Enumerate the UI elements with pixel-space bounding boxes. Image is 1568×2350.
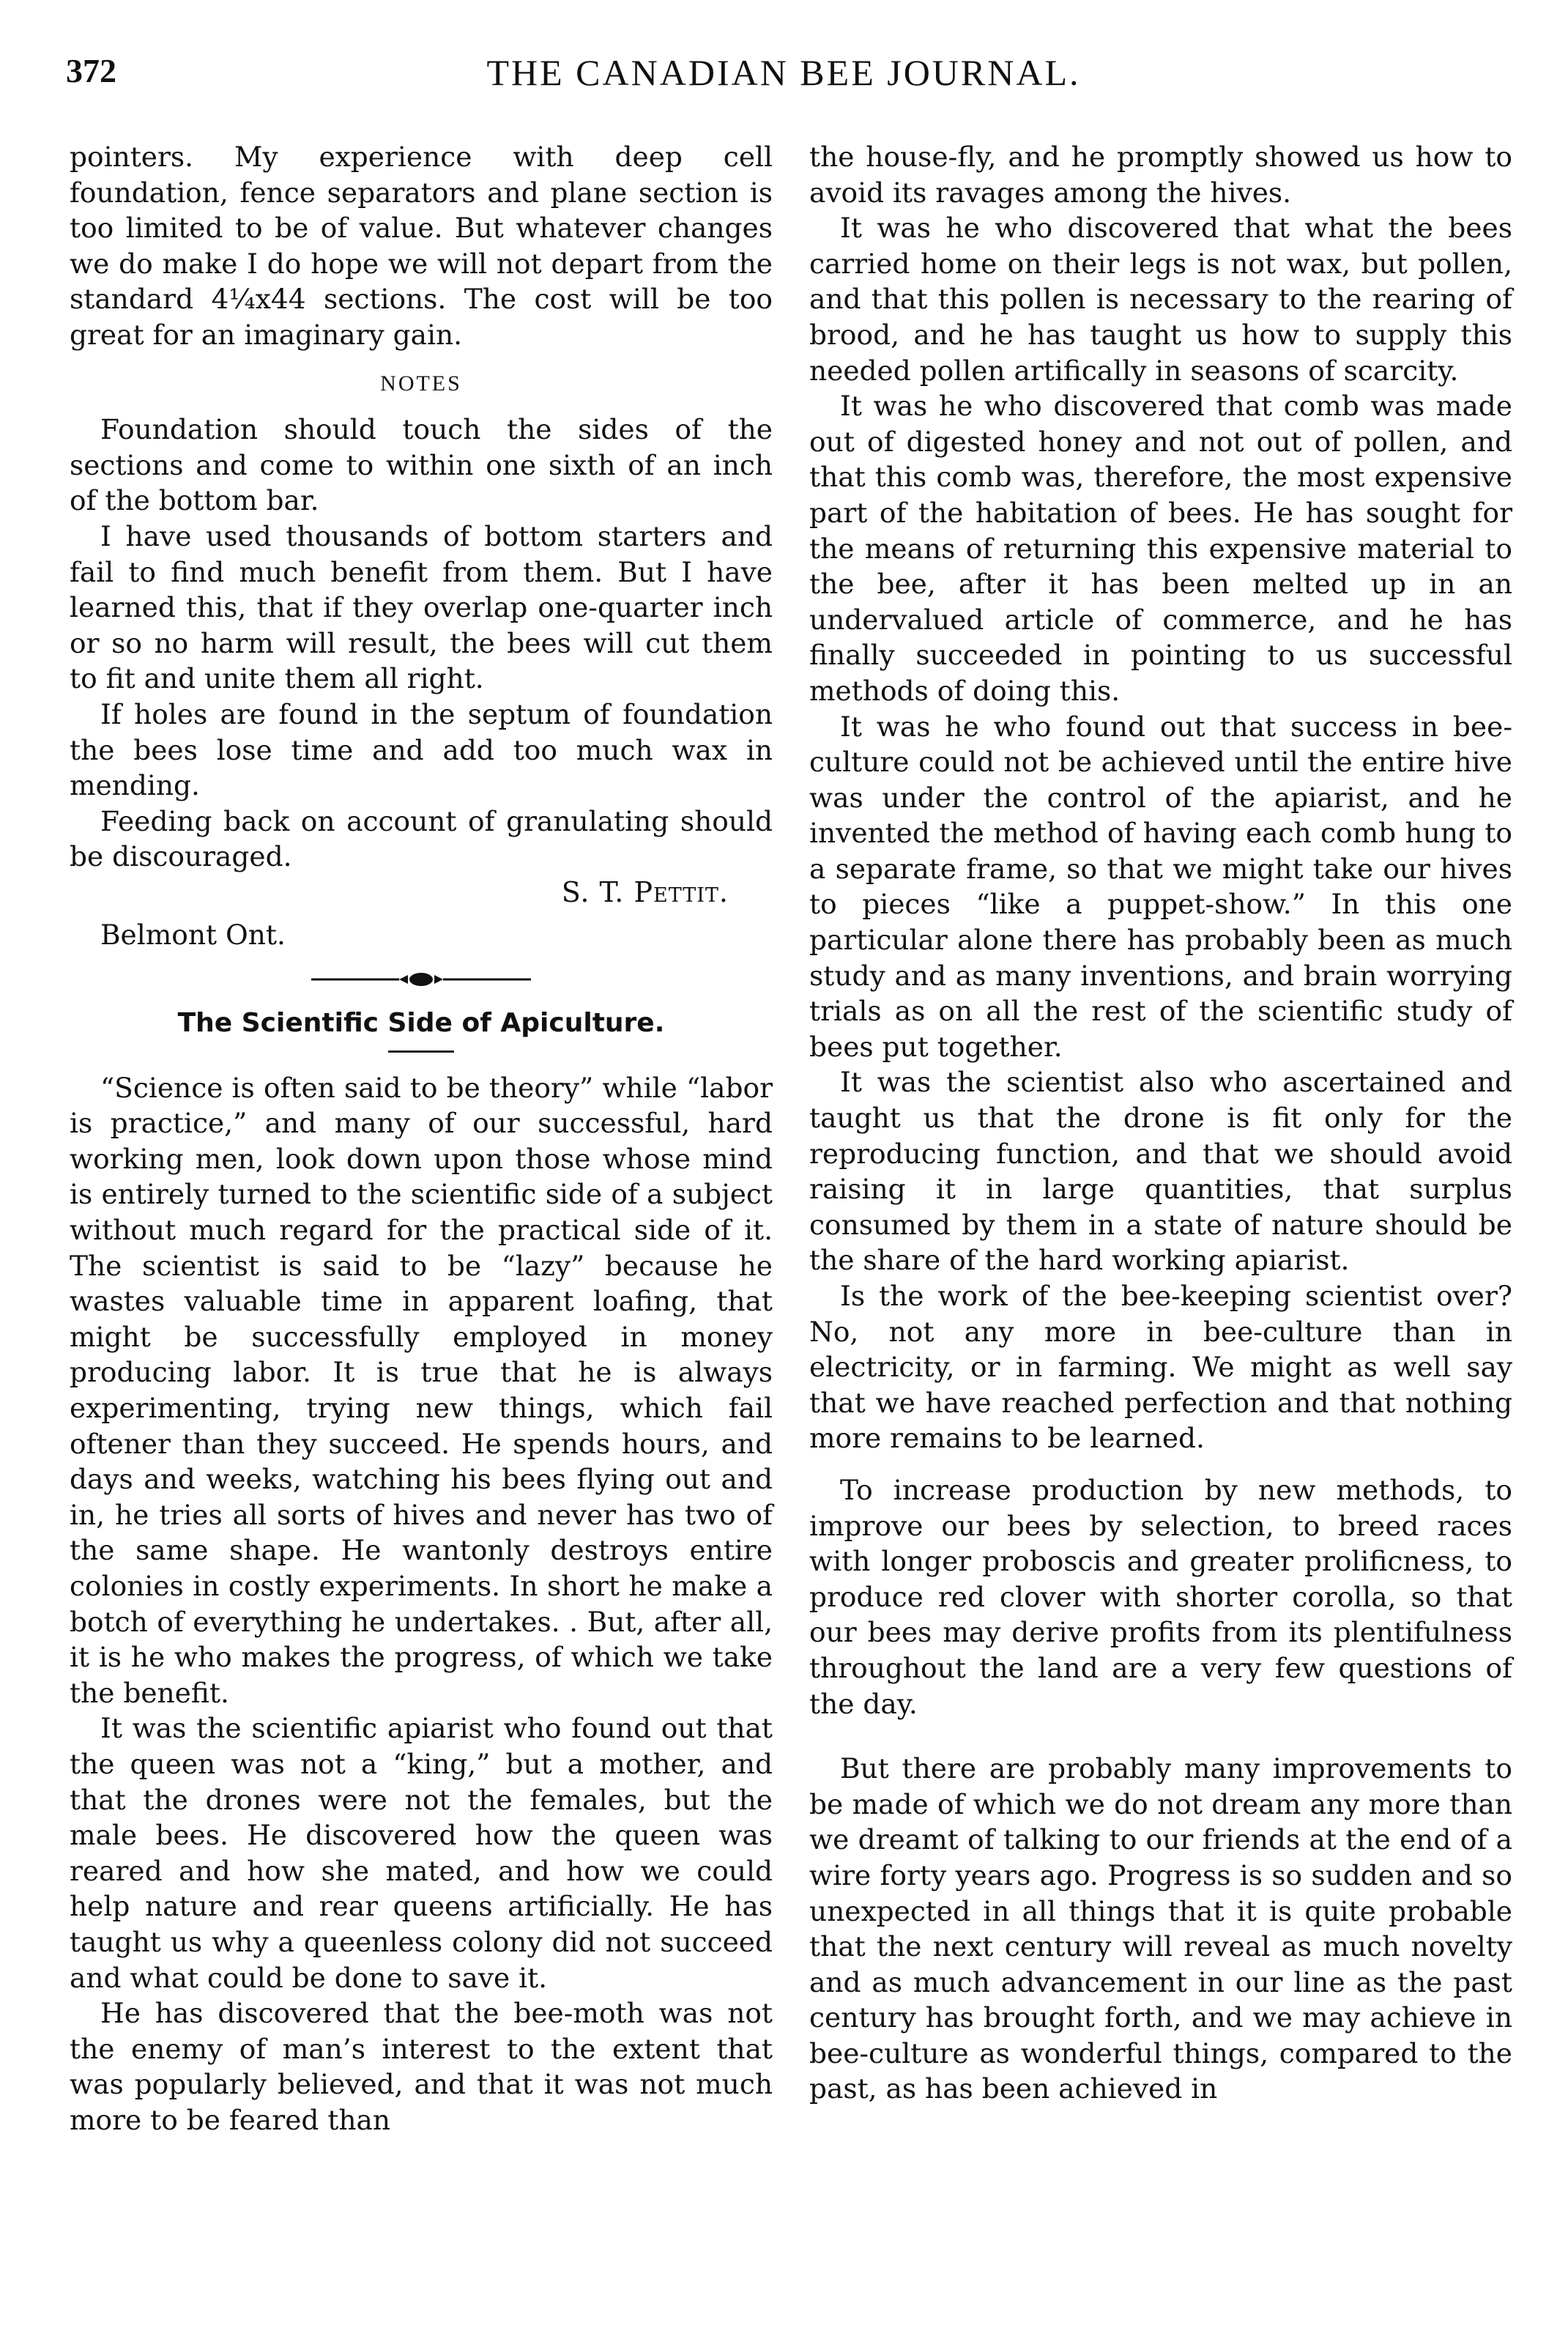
running-title: THE CANADIAN BEE JOURNAL. xyxy=(486,52,1081,93)
page-header xyxy=(66,42,1501,108)
article-paragraph: To increase production by new methods, to improve our bees by selection, to breed races with longer proboscis and greater prolificness, to produce red clover with shorter corolla, so that our bees may derive profits from its plentifulness throughout the land are a very few questions of the day. xyxy=(809,1473,1512,1720)
right-column xyxy=(809,139,1512,2107)
continuation-paragraph: the house-fly, and he promptly showed us how to avoid its ravages among the hives. xyxy=(809,141,1512,209)
notes-heading: NOTES xyxy=(380,371,462,396)
note-paragraph: If holes are found in the septum of foundation the bees lose time and add too much wax in mending. xyxy=(70,697,773,802)
note-paragraph: Foundation should touch the sides of the sections and come to within one sixth of an inch of the bottom bar. xyxy=(70,413,773,517)
note-paragraph: I have used thousands of bottom starters and fail to find much benefit from them. But I have learned this, that if they overlap one-quarter inch or so no harm will result, the bees will cut them to fit and unite them all right. xyxy=(70,519,773,695)
article-paragraph: It was he who found out that success in bee-culture could not be achieved until the entire hive was under the control of the apiarist, and he invented the method of having each comb hung to a separate frame, so that we might take our hives to pieces “like a puppet-show.” In this one particular alone there has probably been as much study and as many inventions, and brain worrying trials as on all the rest of the scientific study of bees put together. xyxy=(809,710,1512,1063)
article-paragraph: It was the scientific apiarist who found out that the queen was not a “king,” but a mother, and that the drones were not the females, but the male bees. He discovered how the queen was reared and how she mated, and how we could help nature and rear queens artificially. He has taught us why a queenless colony did not succeed and what could be done to save it. xyxy=(70,1712,773,1994)
title-rule xyxy=(388,1050,454,1053)
page-number: 372 xyxy=(66,52,116,89)
left-column xyxy=(70,139,773,2138)
ornamental-divider-icon xyxy=(304,965,538,994)
paragraph-gap xyxy=(809,1456,1512,1472)
article-paragraph: It was he who discovered that what the bees carried home on their legs is not wax, but pollen, and that this pollen is necessary to the rearing of brood, and he has taught us how to supply this needed pollen artifically in seasons of scarcity. xyxy=(809,212,1512,387)
article-paragraph: It was the scientist also who ascertained and taught us that the drone is fit only for the reproducing function, and that we should avoid raising it in large quantities, that surplus consumed by them in a state of nature should be the share of the hard working apiarist. xyxy=(809,1066,1512,1277)
author-signature: S. T. Pettit. xyxy=(561,875,729,908)
note-paragraph: Feeding back on account of granulating should be discouraged. xyxy=(70,804,773,873)
article-paragraph: Is the work of the bee-keeping scientist over? No, not any more in bee-culture than in electricity, or in farming. We might as well say that we have reached perfection and that nothing more remains to be learned. xyxy=(809,1280,1512,1455)
article-paragraph: He has discovered that the bee-moth was not the enemy of man’s interest to the extent that was popularly believed, and that it was not much more to be feared than xyxy=(70,1997,773,2136)
article-paragraph: “Science is often said to be theory” while “labor is practice,” and many of our successful, hard working men, look down upon those whose mind is entirely turned to the scientific side of a subject without much regard for the practical side of it. The scientist is said to be “lazy” because he wastes valuable time in apparent loafing, that might be successfully employed in money producing labor. It is true that he is always experimenting, trying new things, which fail oftener than they succeed. He spends hours, and days and weeks, watching his bees flying out and in, he tries all sorts of hives and never has two of the same shape. He wantonly destroys entire colonies in costly experiments. In short he make a botch of everything he undertakes. . But, after all, it is he who makes the progress, of which we take the benefit. xyxy=(70,1071,773,1709)
author-place: Belmont Ont. xyxy=(100,919,286,952)
article-title: The Scientific Side of Apiculture. xyxy=(177,1008,665,1039)
paragraph-gap xyxy=(809,1721,1512,1751)
intro-paragraph: pointers. My experience with deep cell foundation, fence separators and plane section is too limited to be of value. But whatever changes we do make I do hope we will not depart from the standard 4¼x44 sections. The cost will be too great for an imaginary gain. xyxy=(70,141,773,351)
article-paragraph: It was he who discovered that comb was made out of digested honey and not out of pollen, and that this comb was, therefore, the most expensive part of the habitation of bees. He has sought for the means of returning this expensive material to the bee, after it has been melted up in an undervalued article of commerce, and he has finally succeeded in pointing to us successful methods of doing this. xyxy=(809,390,1512,707)
article-paragraph: But there are probably many improvements to be made of which we do not dream any more than we dreamt of talking to our friends at the end of a wire forty years ago. Progress is so sudden and so unexpected in all things that it is quite probable that the next century will reveal as much novelty and as much advancement in our line as the past century has brought forth, and we may achieve in bee-culture as wonderful things, compared to the past, as has been achieved in xyxy=(809,1752,1512,2105)
